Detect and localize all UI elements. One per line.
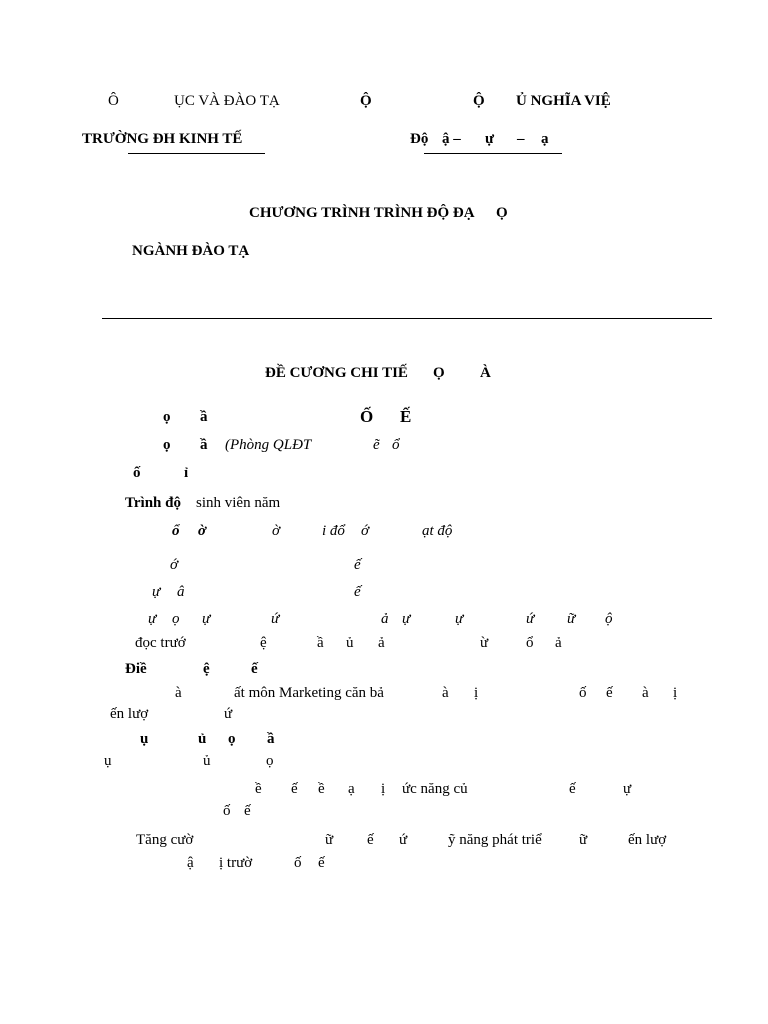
line9-g: ổ	[526, 635, 534, 651]
line11-h: ị	[673, 685, 678, 701]
program-title-a: CHƯƠNG TRÌNH TRÌNH ĐỘ ĐẠ	[249, 205, 475, 221]
header-ministry-a: Ô	[108, 93, 119, 109]
line7-c: ế	[354, 584, 361, 600]
line17-g: ến lượ	[628, 832, 667, 848]
line1-a: ọ	[163, 409, 171, 425]
line9-b: ệ	[260, 635, 267, 651]
line4-b: sinh viên năm	[196, 495, 281, 511]
line2-a: ọ	[163, 437, 171, 453]
line8-d: ứ	[271, 611, 280, 627]
line15-d: ạ	[348, 781, 355, 797]
header-republic-c: Ủ NGHĨA VIỆ	[516, 93, 611, 109]
line15-e: ị	[381, 781, 386, 797]
line2-d: ẽ	[373, 437, 380, 453]
line14-c: ọ	[266, 753, 274, 769]
line9-e: ả	[378, 635, 385, 651]
line9-f: ừ	[480, 635, 489, 651]
outline-title-c: À	[480, 365, 491, 381]
line11-e: ố	[579, 685, 587, 701]
line18-d: ế	[318, 855, 325, 871]
line8-e: ả	[381, 611, 389, 627]
line18-b: ị trườ	[219, 855, 253, 871]
program-title-b: Ọ	[496, 205, 508, 221]
line14-a: ụ	[104, 753, 112, 769]
line1-d: Ế	[400, 407, 412, 426]
line13-d: ầ	[267, 731, 275, 747]
line16-b: ế	[244, 803, 251, 819]
line11-g: à	[642, 685, 649, 701]
line5-b: ờ	[198, 523, 207, 539]
header-republic-b: Ộ	[473, 93, 485, 109]
line8-i: ữ	[567, 611, 576, 627]
line17-a: Tăng cườ	[136, 832, 194, 848]
program-major: NGÀNH ĐÀO TẠ	[132, 243, 250, 259]
line5-a: ổ	[172, 523, 180, 539]
line15-g: ế	[569, 781, 576, 797]
header-motto-c: ự	[485, 131, 495, 147]
line5-d: i đổ	[322, 523, 345, 539]
header-republic-a: Ộ	[360, 93, 372, 109]
header-motto-d: –	[517, 131, 525, 147]
line1-c: Ố	[360, 407, 374, 426]
outline-title-b: Ọ	[433, 365, 445, 381]
line15-h: ự	[623, 781, 632, 797]
line1-b: ầ	[200, 409, 208, 425]
line15-a: ề	[255, 781, 262, 797]
header-ministry-b: ỤC VÀ ĐÀO TẠ	[174, 93, 280, 109]
line11-b: ất môn Marketing căn bả	[234, 685, 384, 701]
line10-b: ệ	[203, 661, 210, 677]
line8-c: ự	[202, 611, 211, 627]
header-motto-b: ậ –	[442, 131, 461, 147]
line13-a: ụ	[140, 731, 149, 747]
line11-c: à	[442, 685, 449, 701]
line7-a: ự	[152, 584, 161, 600]
line17-e: ỹ năng phát triể	[448, 832, 542, 848]
line10-a: Điề	[125, 661, 147, 677]
line6-b: ế	[354, 557, 361, 573]
line10-c: ế	[251, 661, 258, 677]
line6-a: ớ	[170, 557, 179, 573]
line17-c: ế	[367, 832, 374, 848]
line15-f: ức năng củ	[402, 781, 468, 797]
university-underline	[128, 153, 265, 154]
line3-a: ố	[133, 465, 141, 481]
line17-d: ứ	[399, 832, 408, 848]
line13-b: ủ	[198, 731, 207, 747]
header-motto-e: ạ	[541, 131, 549, 147]
outline-title-a: ĐỀ CƯƠNG CHI TIẾ	[265, 365, 408, 381]
header-motto-a: Độ	[410, 131, 429, 147]
line8-g: ự	[455, 611, 464, 627]
line8-a: ự	[148, 611, 157, 627]
line2-b: ầ	[200, 437, 208, 453]
line12-a: ến lượ	[110, 706, 149, 722]
line17-f: ữ	[579, 832, 588, 848]
line3-b: ỉ	[184, 465, 189, 481]
line12-b: ứ	[224, 706, 233, 722]
line18-c: ố	[294, 855, 302, 871]
line9-h: ả	[555, 635, 562, 651]
line11-f: ế	[606, 685, 613, 701]
line18-a: ậ	[187, 855, 194, 871]
line13-c: ọ	[228, 731, 236, 747]
line9-c: ầ	[317, 635, 324, 651]
line2-e: ổ	[392, 437, 400, 453]
header-university: TRƯỜNG ĐH KINH TẾ	[82, 131, 243, 147]
line15-c: ề	[318, 781, 325, 797]
line16-a: ố	[223, 803, 231, 819]
section-divider	[102, 318, 712, 319]
line5-f: ạt độ	[422, 523, 453, 539]
line5-e: ớ	[361, 523, 370, 539]
line9-d: ủ	[346, 635, 354, 651]
line15-b: ế	[291, 781, 298, 797]
line11-a: à	[175, 685, 182, 701]
line17-b: ữ	[325, 832, 334, 848]
line7-b: â	[177, 584, 185, 600]
line8-h: ứ	[526, 611, 535, 627]
motto-underline	[424, 153, 562, 154]
line14-b: ủ	[203, 753, 211, 769]
line2-c: (Phòng QLĐT	[225, 437, 312, 453]
line4-a: Trình độ	[125, 495, 181, 511]
line8-f: ự	[402, 611, 411, 627]
line11-d: ị	[474, 685, 479, 701]
line9-a: đọc trướ	[135, 635, 186, 651]
line5-c: ờ	[272, 523, 281, 539]
line8-j: ộ	[605, 611, 613, 627]
line8-b: ọ	[172, 611, 180, 627]
